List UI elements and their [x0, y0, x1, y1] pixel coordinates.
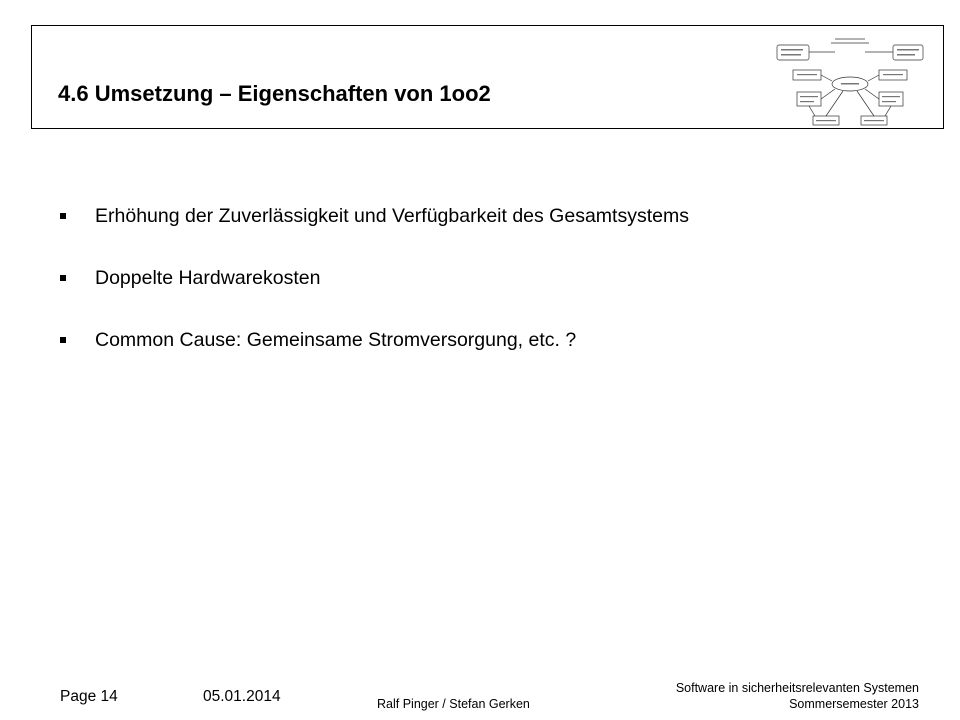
footer-authors: Ralf Pinger / Stefan Gerken	[377, 697, 530, 711]
footer-course: Software in sicherheitsrelevanten Systemen	[675, 681, 919, 695]
slide-title: 4.6 Umsetzung – Eigenschaften von 1oo2	[58, 81, 491, 106]
footer-page-number: Page 14	[60, 688, 118, 705]
bullet-text: Doppelte Hardwarekosten	[95, 267, 321, 289]
square-bullet-icon	[60, 275, 66, 281]
title-box	[31, 25, 944, 129]
bullet-list	[60, 203, 689, 389]
bullet-item	[60, 327, 689, 358]
bullet-item	[60, 203, 689, 234]
bullet-text: Common Cause: Gemeinsame Stromversorgung, etc. ?	[95, 329, 577, 351]
bullet-item	[60, 265, 689, 296]
footer-date: 05.01.2014	[203, 688, 281, 705]
footer-course-info	[676, 680, 919, 712]
square-bullet-icon	[60, 213, 66, 219]
footer-semester: Sommersemester 2013	[789, 697, 919, 711]
bullet-text: Erhöhung der Zuverlässigkeit und Verfügbarkeit des Gesamtsystems	[95, 205, 689, 227]
model-based-engineering-diagram	[775, 36, 925, 132]
square-bullet-icon	[60, 337, 66, 343]
